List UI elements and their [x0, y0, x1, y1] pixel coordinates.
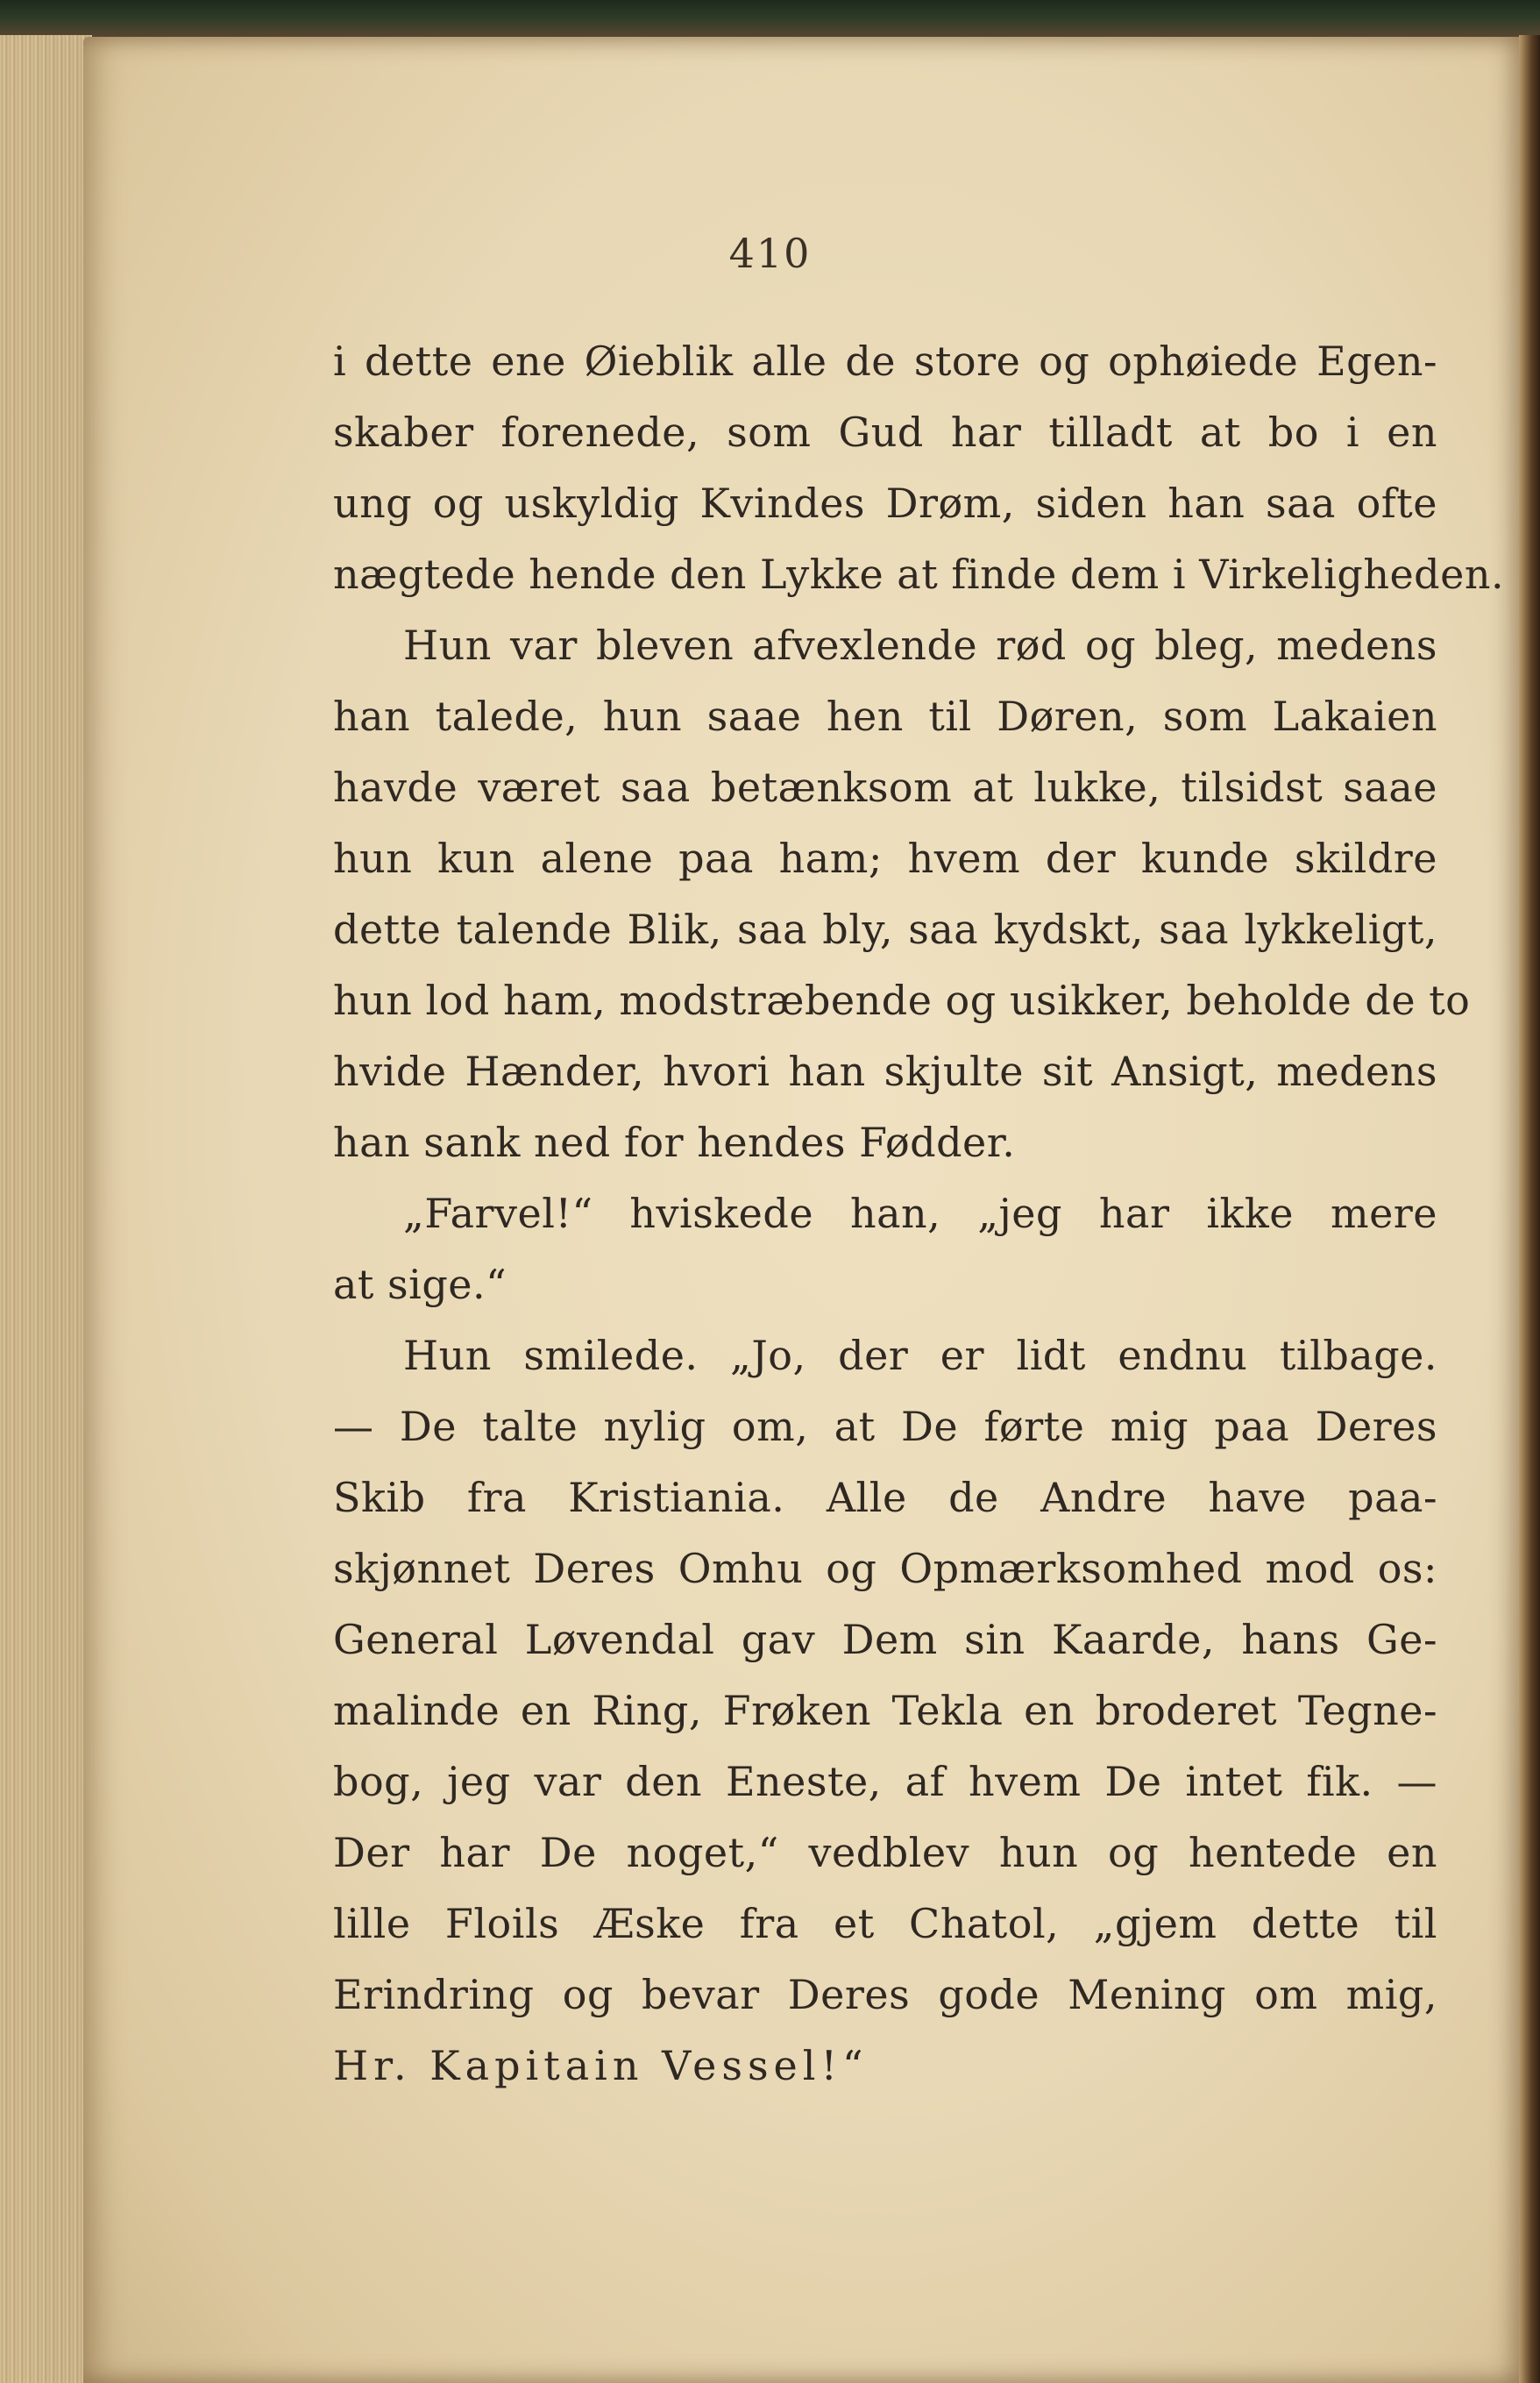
page-number: 410 [728, 230, 812, 277]
text-line: Erindring og bevar Deres gode Mening om mig, [333, 1971, 1437, 2018]
text-line: havde været saa betænksom at lukke, tilsidst saae [333, 764, 1437, 811]
text-line: hun lod ham, modstræbende og usikker, beholde de to [333, 977, 1471, 1024]
text-line: Skib fra Kristiania. Alle de Andre have paa- [333, 1474, 1437, 1521]
text-line: skjønnet Deres Omhu og Opmærksomhed mod os: [333, 1545, 1437, 1592]
text-line: General Løvendal gav Dem sin Kaarde, hans Ge- [333, 1616, 1437, 1663]
book-cover-top [0, 0, 1540, 39]
text-line: i dette ene Øieblik alle de store og ophøiede Egen- [333, 338, 1437, 385]
text-line: at sige.“ [333, 1261, 507, 1308]
text-line: Hun var bleven afvexlende rød og bleg, medens [403, 622, 1437, 669]
text-line: dette talende Blik, saa bly, saa kydskt, saa lykkeligt, [333, 906, 1437, 953]
text-line: han talede, hun saae hen til Døren, som Lakaien [333, 693, 1437, 740]
text-line: nægtede hende den Lykke at finde dem i Virkeligheden. [333, 551, 1505, 598]
text-line: hun kun alene paa ham; hvem der kunde skildre [333, 835, 1437, 882]
text-line: Hun smilede. „Jo, der er lidt endnu tilbage. [403, 1332, 1437, 1379]
book-spine-edge [1519, 35, 1540, 2383]
text-line: malinde en Ring, Frøken Tekla en broderet Tegne- [333, 1687, 1437, 1734]
text-line: bog, jeg var den Eneste, af hvem De intet fik. — [333, 1758, 1437, 1805]
page-stack-edges [0, 35, 92, 2383]
text-line: „Farvel!“ hviskede han, „jeg har ikke mere [403, 1190, 1437, 1237]
text-line: — De talte nylig om, at De førte mig paa Deres [333, 1403, 1437, 1450]
text-line: skaber forenede, som Gud har tilladt at bo i en [333, 409, 1437, 456]
text-line: ung og uskyldig Kvindes Drøm, siden han saa ofte [333, 480, 1437, 527]
text-line: han sank ned for hendes Fødder. [333, 1119, 1016, 1166]
text-line: Hr. Kapitain Vessel!“ [333, 2042, 869, 2089]
text-line: Der har De noget,“ vedblev hun og hentede en [333, 1829, 1437, 1876]
text-line: hvide Hænder, hvori han skjulte sit Ansigt, medens [333, 1048, 1437, 1095]
text-line: lille Floils Æske fra et Chatol, „gjem dette til [333, 1900, 1437, 1947]
body-text [333, 326, 1505, 2102]
